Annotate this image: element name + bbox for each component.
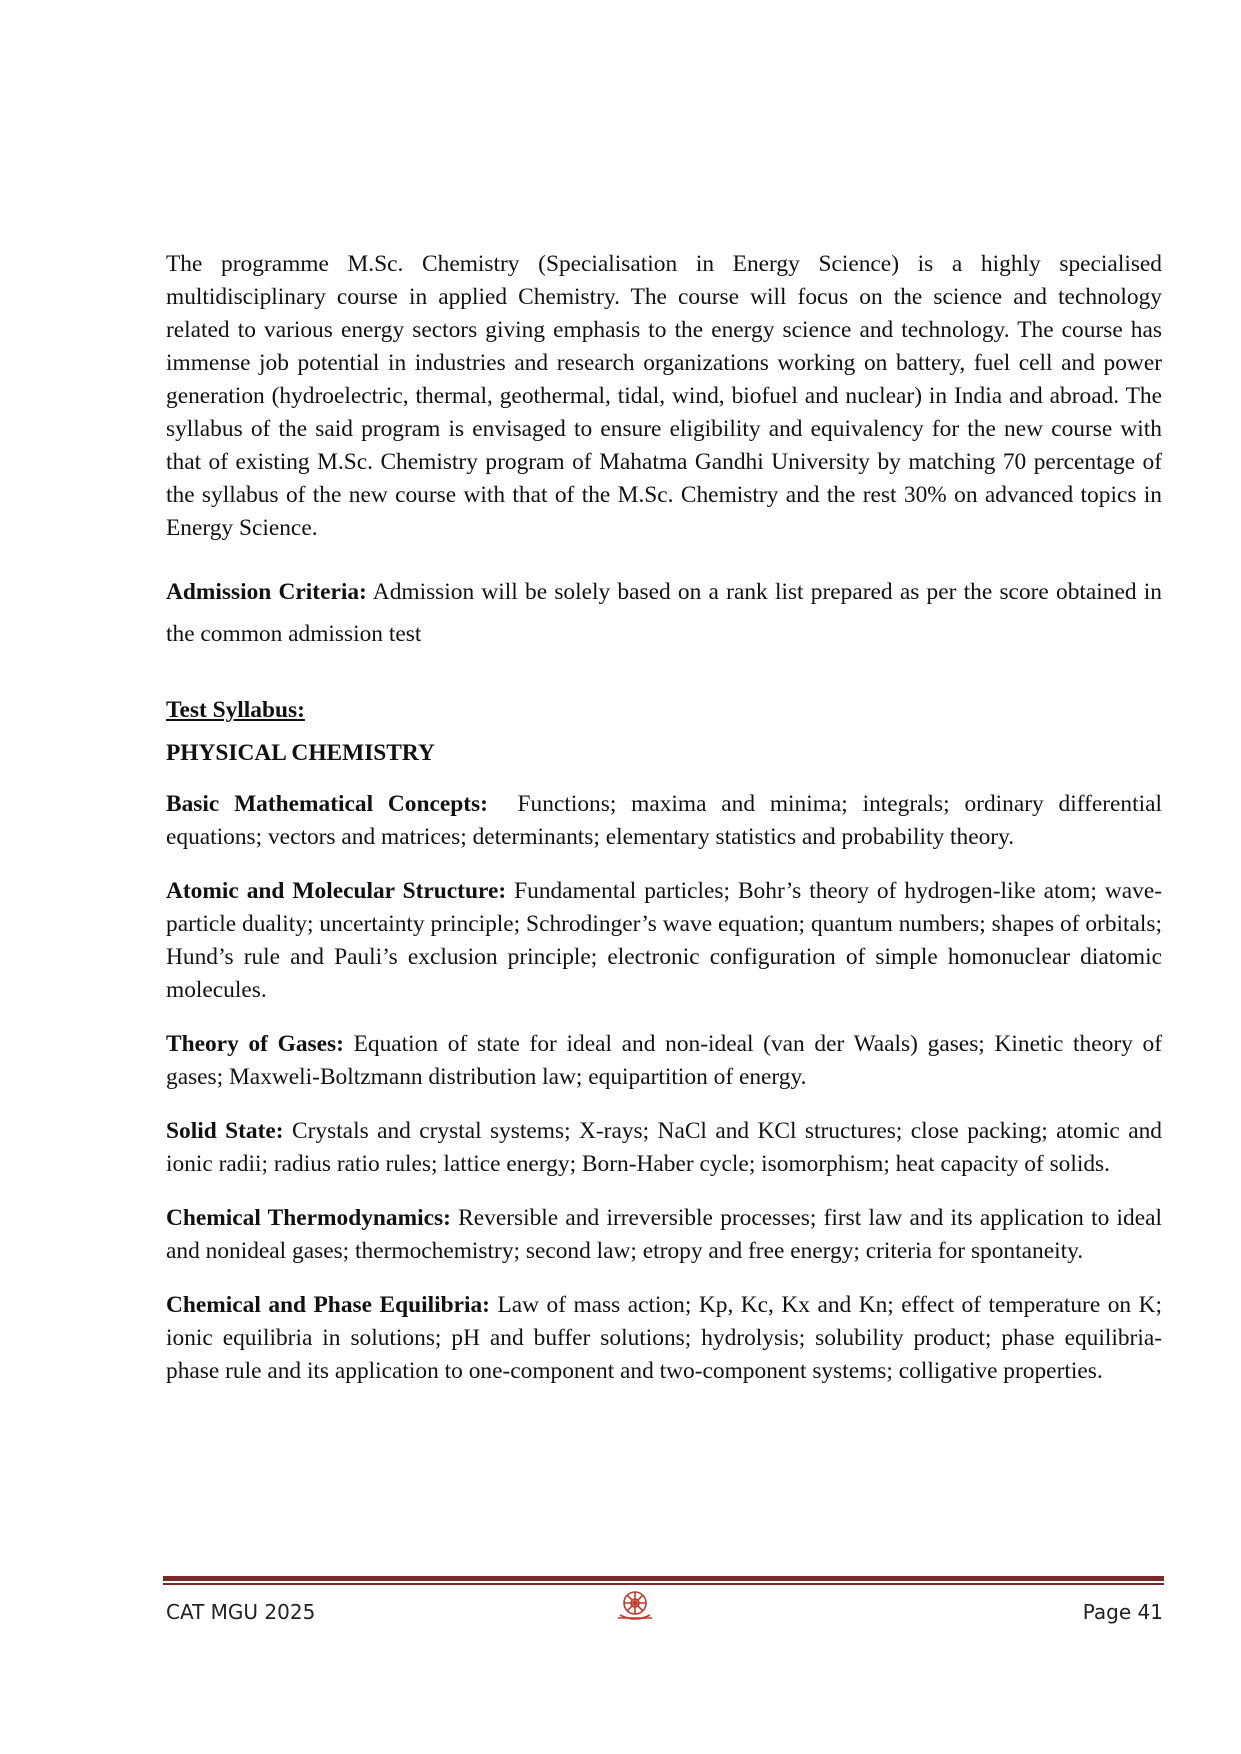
topic-chemical-thermodynamics (166, 1202, 1162, 1268)
topic-text: Reversible and irreversible processes; first law and its application to ideal and nonideal gases; thermochemistry; second law; etropy and free energy; criteria for spontaneity. (166, 1205, 1162, 1264)
admission-criteria (166, 571, 1162, 655)
test-syllabus-heading: Test Syllabus: (166, 697, 305, 723)
university-emblem-icon (612, 1587, 658, 1623)
physical-chemistry-heading: PHYSICAL CHEMISTRY (166, 740, 435, 766)
footer-divider-thick (163, 1576, 1164, 1581)
admission-text: Admission will be solely based on a rank list prepared as per the score obtained in the common admission test (166, 579, 1163, 647)
footer-page-number: Page 41 (1082, 1600, 1163, 1624)
topic-text: Functions; maxima and minima; integrals; ordinary differential equations; vectors and matrices; determinants; elementary statistics and probability theory. (166, 791, 1162, 850)
topic-atomic-molecular-structure (166, 875, 1162, 1007)
topic-text: Fundamental particles; Bohr’s theory of hydrogen-like atom; wave-particle duality; uncertainty principle; Schrodinger’s wave equation; quantum numbers; shapes of orbitals; Hund’s rule and Pauli’s exclusion principle; electronic configuration of simple homonuclear diatomic molecules. (166, 878, 1162, 1003)
topic-text: Crystals and crystal systems; X-rays; NaCl and KCl structures; close packing; atomic and ionic radii; radius ratio rules; lattice energy; Born-Haber cycle; isomorphism; heat capacity of solids. (166, 1118, 1162, 1177)
footer-divider-thin (163, 1583, 1164, 1585)
topic-term: Chemical and Phase Equilibria: (166, 1292, 490, 1318)
topic-solid-state (166, 1115, 1162, 1181)
topic-chemical-phase-equilibria (166, 1289, 1162, 1388)
topic-term: Chemical Thermodynamics: (166, 1205, 451, 1231)
topic-text: Law of mass action; Kp, Kc, Kx and Kn; effect of temperature on K; ionic equilibria in solutions; pH and buffer solutions; hydrolysis; solubility product; phase equilibria-phase rule and its application to one-component and two-component systems; colligative properties. (166, 1292, 1162, 1384)
footer-document-title: CAT MGU 2025 (166, 1600, 316, 1624)
topic-term: Basic Mathematical Concepts: (166, 791, 488, 817)
topic-basic-mathematical-concepts (166, 788, 1162, 854)
topic-theory-of-gases (166, 1028, 1162, 1094)
intro-paragraph: The programme M.Sc. Chemistry (Specialisation in Energy Science) is a highly specialised multidisciplinary course in applied Chemistry. The course will focus on the science and technology related to various energy sectors giving emphasis to the energy science and technology. The course has immense job potential in industries and research organizations working on battery, fuel cell and power generation (hydroelectric, thermal, geothermal, tidal, wind, biofuel and nuclear) in India and abroad. The syllabus of the said program is envisaged to ensure eligibility and equivalency for the new course with that of existing M.Sc. Chemistry program of Mahatma Gandhi University by matching 70 percentage of the syllabus of the new course with that of the M.Sc. Chemistry and the rest 30% on advanced topics in Energy Science. (166, 251, 1162, 541)
page-body (166, 248, 1162, 1409)
admission-label: Admission Criteria: (166, 579, 367, 605)
topic-term: Solid State: (166, 1118, 284, 1144)
topic-text: Equation of state for ideal and non-ideal (van der Waals) gases; Kinetic theory of gases; Maxweli-Boltzmann distribution law; equipartition of energy. (166, 1031, 1162, 1090)
topic-term: Atomic and Molecular Structure: (166, 878, 507, 904)
topic-term: Theory of Gases: (166, 1031, 344, 1057)
